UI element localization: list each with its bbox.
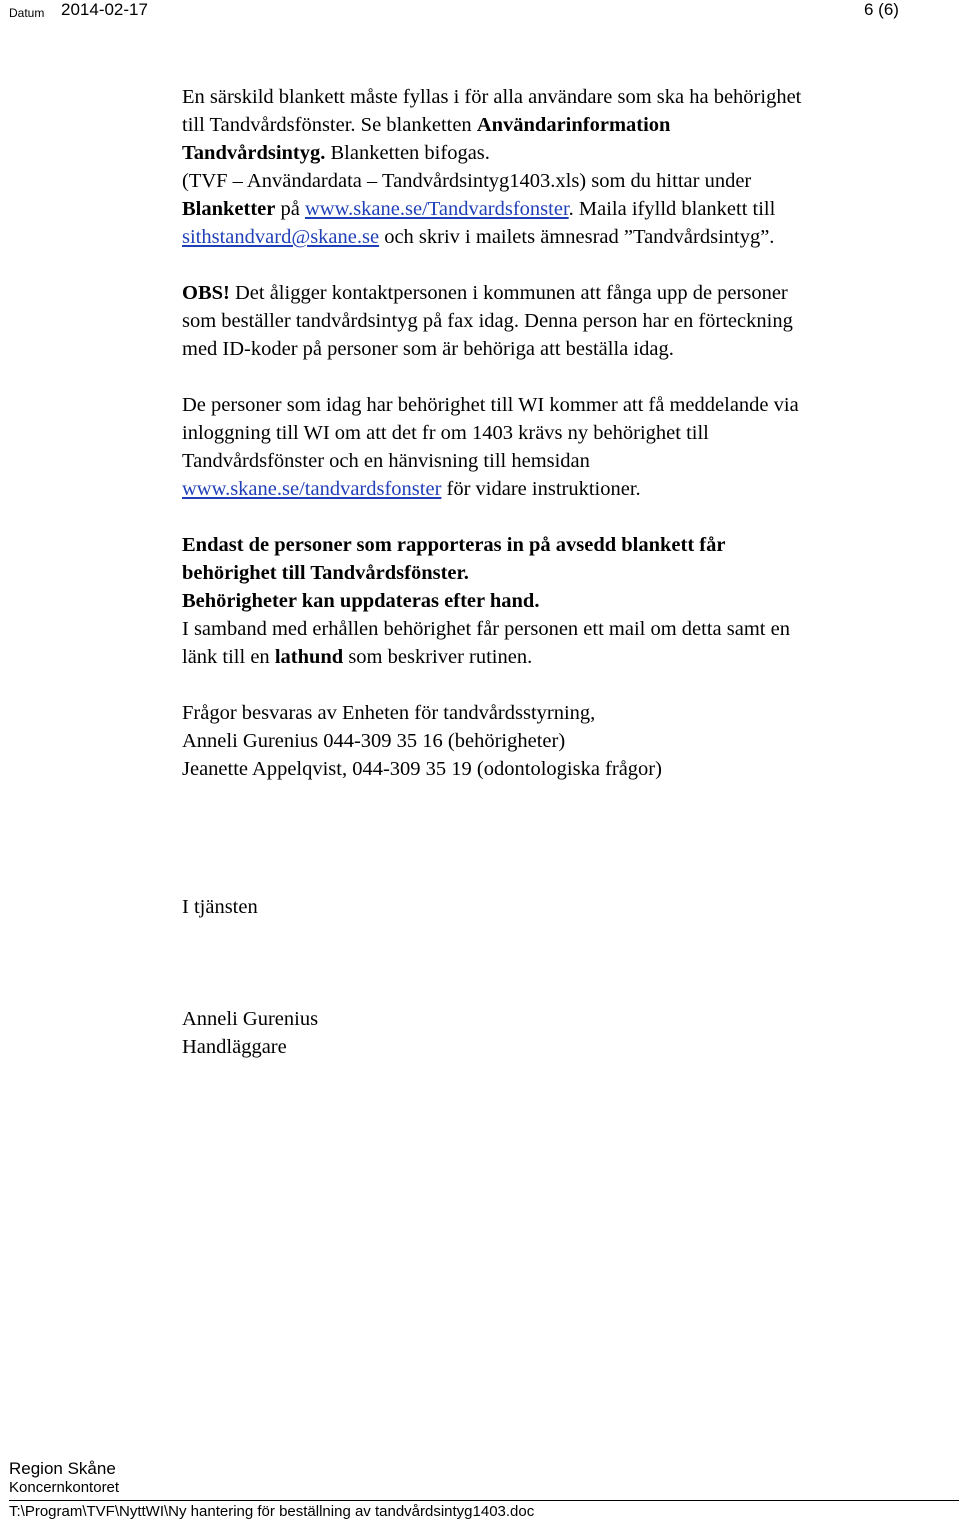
page-footer xyxy=(9,1459,959,1520)
contact-jeanette: Jeanette Appelqvist, 044-309 35 19 (odontologiska frågor) xyxy=(182,758,662,780)
footer-file-path: T:\Program\TVF\NyttWI\Ny hantering för beställning av tandvårdsintyg1403.doc xyxy=(9,1503,535,1520)
paragraph-access: Endast de personer som rapporteras in på avsedd blankett får behörighet till Tandvårdsfönster. Behörigheter kan uppdateras efter hand. I samband med erhållen behörighet får personen ett mail om detta samt en länk till en lathund som beskriver rutinen. xyxy=(182,534,790,668)
homepage-link[interactable]: www.skane.se/tandvardsfonster xyxy=(182,478,442,500)
date-label: Datum xyxy=(9,6,45,20)
footer-org: Region Skåne xyxy=(9,1459,116,1478)
lathund-bold: lathund xyxy=(274,646,344,668)
page-header xyxy=(0,0,960,24)
contact-anneli: Anneli Gurenius 044-309 35 16 (behörigheter) xyxy=(182,730,566,752)
paragraph-contacts: Frågor besvaras av Enheten för tandvårdsstyrning, Anneli Gurenius 044-309 35 16 (behörigheter) Jeanette Appelqvist, 044-309 35 19 (odontologiska frågor) xyxy=(182,699,942,783)
paragraph-wi-info: De personer som idag har behörighet till WI kommer att få meddelande via inloggning till WI om att det fr om 1403 krävs ny behörighet till Tandvårdsfönster och en hänvisning till hemsidan www.skane.se/tandvardsfonster för vidare instruktioner. xyxy=(182,394,799,500)
page-number: 6 (6) xyxy=(864,0,899,19)
date-value: 2014-02-17 xyxy=(61,0,148,19)
letter-body xyxy=(182,83,942,811)
email-link[interactable]: sithstandvard@skane.se xyxy=(182,226,380,248)
closing-greeting: I tjänsten xyxy=(182,896,258,918)
footer-unit: Koncernkontoret xyxy=(9,1479,120,1496)
paragraph-form-info: En särskild blankett måste fyllas i för alla användare som ska ha behörighet till Tandvårdsfönster. Se blanketten Användarinformation Tandvårdsintyg. Blanketten bifogas. (TVF – Användardata – Tandvårdsintyg1403.xls) som du hittar under Blanketter på www.skane.se/Tandvardsfonster. Maila ifylld blankett till sithstandvard@skane.se och skriv i mailets ämnesrad ”Tandvårdsintyg”. xyxy=(182,86,802,248)
footer-divider xyxy=(9,1500,959,1501)
form-name-bold: Användarinformation xyxy=(476,114,671,136)
paragraph-obs: OBS! Det åligger kontaktpersonen i kommunen att fånga upp de personer som beställer tandvårdsintyg på fax idag. Denna person har en förteckning med ID-koder på personer som är behöriga att beställa idag. xyxy=(182,282,793,360)
obs-label: OBS! xyxy=(182,282,230,304)
signer-name: Anneli Gurenius xyxy=(182,1008,319,1030)
signature-block xyxy=(182,1005,318,1061)
tandvardsfonster-link[interactable]: www.skane.se/Tandvardsfonster xyxy=(304,198,569,220)
signer-title: Handläggare xyxy=(182,1036,287,1058)
